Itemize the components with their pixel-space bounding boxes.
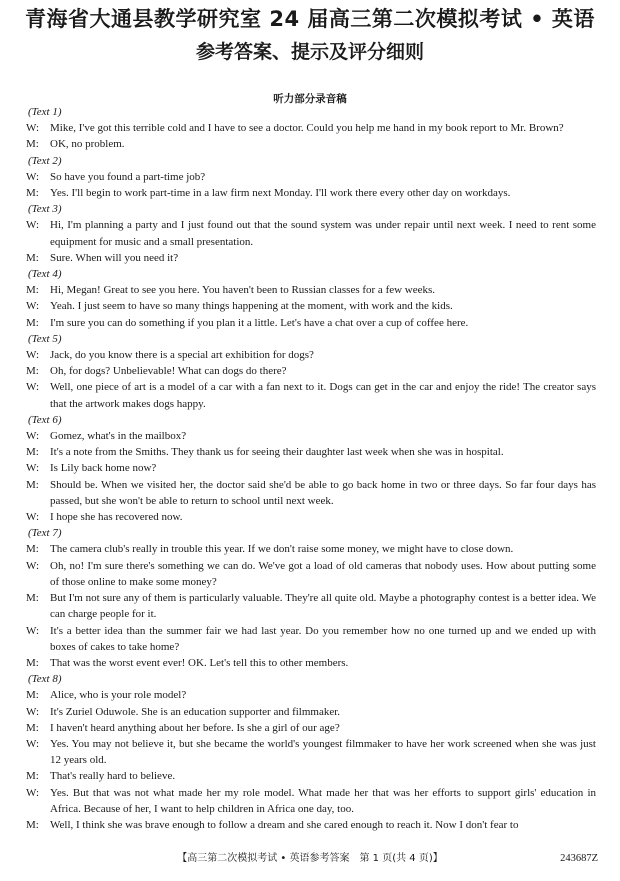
utterance-text: I haven't heard anything about her before. Is she a girl of our age? <box>50 721 340 734</box>
text-number-label: (Text 1) <box>28 106 62 118</box>
utterance-text: Yeah. I just seem to have so many things happening at the moment, with work and the kids. <box>50 300 453 313</box>
speaker-label: W: <box>26 511 40 524</box>
utterance-text: I'm sure you can do something if you plan it a little. Let's have a chat over a cup of coffee here. <box>50 316 469 329</box>
dialogue-line <box>26 250 596 266</box>
dialogue-line <box>26 785 596 817</box>
dialogue-line <box>26 623 596 655</box>
speaker-label: W: <box>26 559 40 572</box>
dialogue-line <box>26 185 596 201</box>
text-number-label: (Text 4) <box>28 268 62 281</box>
speaker-label: W: <box>26 170 40 183</box>
speaker-label: W: <box>26 381 40 394</box>
dialogue-line <box>26 768 596 784</box>
dialogue-line <box>26 720 596 736</box>
speaker-label: M: <box>26 316 39 329</box>
dialogue-line <box>26 477 596 509</box>
dialogue-line <box>26 655 596 671</box>
speaker-label: M: <box>26 721 39 734</box>
dialogue-line <box>26 817 596 833</box>
speaker-label: W: <box>26 349 40 362</box>
text-number-label: (Text 8) <box>28 673 62 686</box>
speaker-label: M: <box>26 689 39 702</box>
speaker-label: M: <box>26 592 39 605</box>
utterance-text: Well, I think she was brave enough to follow a dream and she cared enough to reach it. Now I don't fear to <box>50 818 519 831</box>
utterance-text: It's a note from the Smiths. They thank us for seeing their daughter last week when she was in hospital. <box>50 446 504 459</box>
text-number-label: (Text 6) <box>28 413 62 426</box>
speaker-label: M: <box>26 478 39 491</box>
speaker-label: W: <box>26 462 40 475</box>
utterance-text: OK, no problem. <box>50 138 125 151</box>
speaker-label: W: <box>26 705 40 718</box>
dialogue-line <box>26 282 596 298</box>
dialogue-line <box>26 460 596 476</box>
dialogue-line <box>26 558 596 590</box>
speaker-label: W: <box>26 624 40 637</box>
utterance-text: Mike, I've got this terrible cold and I have to see a doctor. Could you help me hand in my book report to Mr. Brown? <box>50 122 564 135</box>
utterance-text: Yes. But that was not what made her my role model. What made her that was her efforts to support girls' education in Africa. Because of her, I want to help children in Africa one day, too. <box>50 786 596 815</box>
utterance-text: That was the worst event ever! OK. Let's tell this to other members. <box>50 656 349 669</box>
speaker-label: M: <box>26 818 39 831</box>
utterance-text: That's really hard to believe. <box>50 770 176 783</box>
speaker-label: W: <box>26 300 40 313</box>
speaker-label: M: <box>26 284 39 297</box>
dialogue-line <box>26 136 596 152</box>
speaker-label: M: <box>26 656 39 669</box>
dialogue-line <box>26 217 596 249</box>
speaker-label: W: <box>26 430 40 443</box>
document-code: 243687Z <box>560 853 598 864</box>
dialogue-line <box>26 428 596 444</box>
text-number-label: (Text 7) <box>28 527 62 540</box>
dialogue-line <box>26 298 596 314</box>
utterance-text: Hi, Megan! Great to see you here. You haven't been to Russian classes for a few weeks. <box>50 284 436 297</box>
dialogue-line <box>26 444 596 460</box>
section-heading: 听力部分录音稿 <box>273 93 347 105</box>
listening-transcript <box>26 104 596 833</box>
dialogue-line <box>26 169 596 185</box>
page-footer: 【高三第二次模拟考试 • 英语参考答案 第 1 页(共 4 页)】 <box>177 853 443 864</box>
dialogue-line <box>26 541 596 557</box>
dialogue-line <box>26 363 596 379</box>
dialogue-line <box>26 347 596 363</box>
utterance-text: It's a better idea than the summer fair we had last year. Do you remember how no one turned up and we ended up with boxes of cakes to take home? <box>50 624 596 653</box>
speaker-label: W: <box>26 219 40 232</box>
speaker-label: W: <box>26 737 40 750</box>
dialogue-line <box>26 590 596 622</box>
speaker-label: W: <box>26 122 40 135</box>
speaker-label: M: <box>26 446 39 459</box>
speaker-label: M: <box>26 770 39 783</box>
utterance-text: Is Lily back home now? <box>50 462 157 475</box>
utterance-text: Alice, who is your role model? <box>50 689 187 702</box>
speaker-label: M: <box>26 543 39 556</box>
utterance-text: So have you found a part-time job? <box>50 170 206 183</box>
utterance-text: Hi, I'm planning a party and I just found out that the sound system was under repair until next week. I need to rent some equipment for music and a small presentation. <box>50 219 596 248</box>
utterance-text: Jack, do you know there is a special art exhibition for dogs? <box>50 349 314 362</box>
utterance-text: But I'm not sure any of them is particularly valuable. They're all quite old. Maybe a photography contest is a better idea. We can charge people for it. <box>50 592 596 621</box>
utterance-text: The camera club's really in trouble this year. If we don't raise some money, we might have to close down. <box>50 543 514 556</box>
utterance-text: Oh, for dogs? Unbelievable! What can dogs do there? <box>50 365 287 378</box>
utterance-text: It's Zuriel Oduwole. She is an education supporter and filmmaker. <box>50 705 341 718</box>
dialogue-line <box>26 687 596 703</box>
utterance-text: Yes. You may not believe it, but she became the world's youngest filmmaker to have her work screened when she was just 12 years old. <box>50 737 596 767</box>
utterance-text: Yes. I'll begin to work part-time in a law firm next Monday. I'll work there every other day on workdays. <box>50 187 511 200</box>
speaker-label: M: <box>26 138 39 151</box>
text-number-label: (Text 2) <box>28 154 62 167</box>
utterance-text: I hope she has recovered now. <box>50 511 183 524</box>
page-title: 青海省大通县教学研究室 24 届高三第二次模拟考试 • 英语 <box>25 7 595 31</box>
dialogue-line <box>26 509 596 525</box>
speaker-label: M: <box>26 187 39 200</box>
text-number-label: (Text 3) <box>28 203 62 216</box>
speaker-label: M: <box>26 365 39 378</box>
utterance-text: Gomez, what's in the mailbox? <box>50 430 187 443</box>
dialogue-line <box>26 315 596 331</box>
text-number-label: (Text 5) <box>28 332 62 345</box>
speaker-label: M: <box>26 251 39 264</box>
dialogue-line <box>26 379 596 411</box>
page-subtitle: 参考答案、提示及评分细则 <box>195 41 424 63</box>
utterance-text: Should be. When we visited her, the doctor said she'd be able to go back home in two or three days. So far four days has passed, but she won't be able to return to school until next week. <box>50 478 596 507</box>
utterance-text: Oh, no! I'm sure there's something we can do. We've got a load of old cameras that nobody uses. How about putting some of those online to make some money? <box>50 559 596 588</box>
speaker-label: W: <box>26 786 40 799</box>
utterance-text: Well, one piece of art is a model of a car with a fan next to it. Dogs can get in the car and enjoy the ride! The creator says that the artwork makes dogs happy. <box>50 381 596 410</box>
dialogue-line <box>26 736 596 768</box>
dialogue-line <box>26 120 596 136</box>
utterance-text: Sure. When will you need it? <box>50 251 179 264</box>
dialogue-line <box>26 704 596 720</box>
